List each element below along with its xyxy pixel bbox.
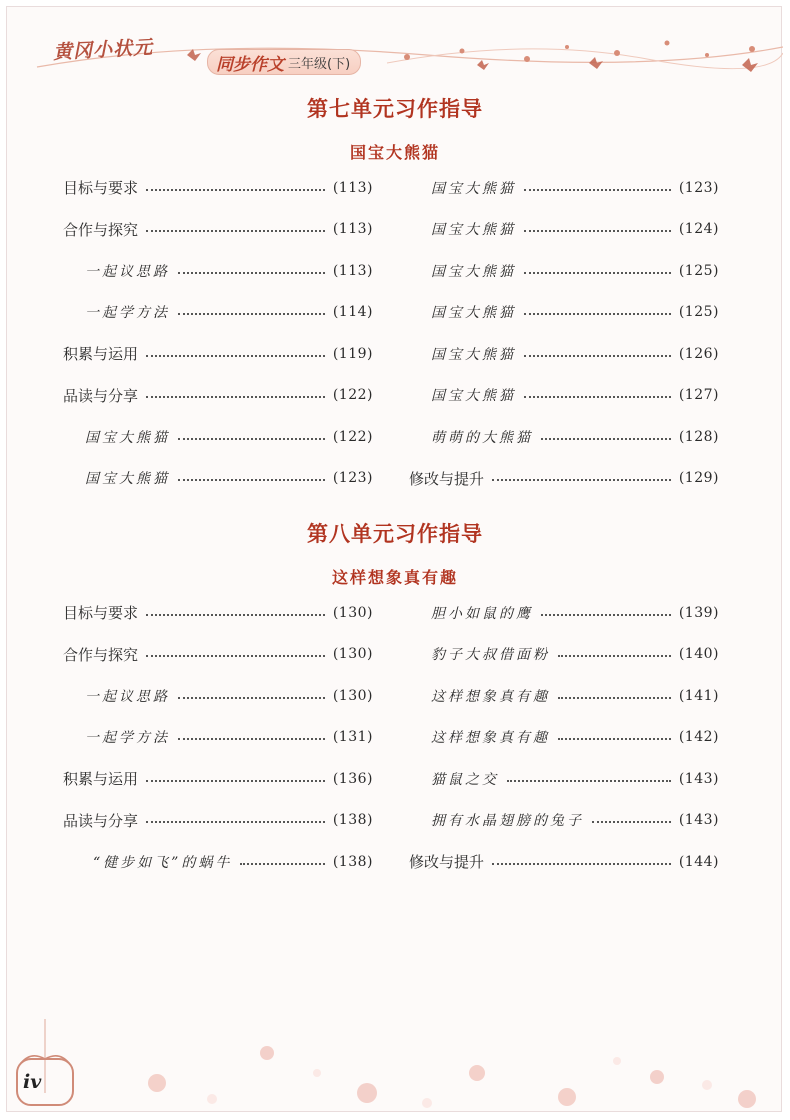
toc-label: 目标与要求 [63, 179, 139, 198]
unit7-title: 第七单元习作指导 [307, 97, 483, 121]
toc-label: 猫鼠之交 [431, 771, 499, 788]
toc-entry[interactable] [409, 634, 719, 676]
toc-page: (130) [332, 646, 373, 663]
toc-page: (124) [678, 221, 719, 238]
toc-entry[interactable] [409, 458, 719, 500]
toc-page: (144) [678, 853, 719, 870]
brand-logo: 黄冈小状元 [52, 36, 154, 64]
toc-page: (128) [678, 428, 719, 445]
toc-page: (123) [678, 179, 719, 196]
toc-entry[interactable] [409, 250, 719, 292]
toc-label: 品读与分享 [63, 811, 139, 830]
toc-label: 积累与运用 [63, 345, 139, 364]
book-title: 同步作文 [216, 54, 284, 75]
page-header [7, 7, 783, 81]
toc-entry[interactable] [409, 292, 719, 334]
unit7-right-column [409, 167, 719, 499]
toc-entry[interactable] [409, 800, 719, 842]
toc-page: (142) [678, 729, 719, 746]
toc-page: (125) [678, 262, 719, 279]
toc-page: (139) [678, 604, 719, 621]
toc-page: (141) [678, 687, 719, 704]
unit7-topic: 国宝大熊猫 [349, 143, 440, 162]
unit8-title: 第八单元习作指导 [307, 522, 483, 546]
unit8-right-column [409, 592, 719, 883]
document-page [6, 6, 782, 1112]
toc-page: (131) [332, 729, 373, 746]
footer-decoration [7, 1013, 783, 1111]
toc-entry[interactable] [409, 758, 719, 800]
toc-page: (143) [678, 770, 719, 787]
toc-label: 国宝大熊猫 [431, 388, 516, 405]
toc-page: (138) [332, 853, 373, 870]
book-title-banner [207, 49, 361, 75]
toc-entry[interactable] [63, 292, 373, 334]
toc-page: (125) [678, 304, 719, 321]
toc-label: 豹子大叔借面粉 [431, 647, 550, 664]
toc-entry[interactable] [409, 841, 719, 883]
toc-label: 国宝大熊猫 [85, 429, 170, 446]
toc-label: 国宝大熊猫 [431, 263, 516, 280]
toc-entry[interactable] [409, 717, 719, 759]
toc-label: 品读与分享 [63, 386, 139, 405]
toc-entry[interactable] [63, 333, 373, 375]
toc-page: (138) [332, 812, 373, 829]
toc-label: 萌萌的大熊猫 [431, 429, 533, 446]
toc-entry[interactable] [63, 375, 373, 417]
toc-label: 国宝大熊猫 [431, 305, 516, 322]
toc-label: 一起学方法 [85, 305, 170, 322]
toc-label: 国宝大熊猫 [431, 180, 516, 197]
toc-page: (140) [678, 646, 719, 663]
toc-entry[interactable] [409, 167, 719, 209]
toc-entry[interactable] [409, 333, 719, 375]
toc-entry[interactable] [63, 841, 373, 883]
toc-page: (129) [678, 470, 719, 487]
toc-entry[interactable] [63, 250, 373, 292]
toc-label: 积累与运用 [63, 770, 139, 789]
toc-page: (130) [332, 604, 373, 621]
toc-entry[interactable] [409, 592, 719, 634]
toc-entry[interactable] [63, 592, 373, 634]
toc-label: 合作与探究 [63, 220, 139, 239]
toc-page: (126) [678, 345, 719, 362]
book-subtitle: 三年级(下) [288, 56, 351, 72]
toc-label: 国宝大熊猫 [431, 222, 516, 239]
toc-label: 国宝大熊猫 [431, 346, 516, 363]
toc-label: 拥有水晶翅膀的兔子 [431, 813, 584, 830]
unit8-left-column [63, 592, 373, 883]
toc-label: 目标与要求 [63, 604, 139, 623]
toc-page: (122) [332, 387, 373, 404]
toc-page: (136) [332, 770, 373, 787]
toc-page: (127) [678, 387, 719, 404]
page-number: iv [23, 1071, 42, 1093]
toc-entry[interactable] [63, 675, 373, 717]
toc-label: 国宝大熊猫 [85, 471, 170, 488]
toc-page: (113) [332, 179, 373, 196]
toc-label: 一起议思路 [85, 688, 170, 705]
toc-entry[interactable] [409, 416, 719, 458]
toc-page: (122) [332, 428, 373, 445]
toc-page: (143) [678, 812, 719, 829]
toc-label: 修改与提升 [409, 469, 485, 488]
toc-page: (123) [332, 470, 373, 487]
unit7-left-column [63, 167, 373, 499]
toc-entry[interactable] [409, 209, 719, 251]
toc-entry[interactable] [63, 167, 373, 209]
toc-entry[interactable] [409, 375, 719, 417]
toc-page: (113) [332, 221, 373, 238]
toc-label: 修改与提升 [409, 853, 485, 872]
toc-page: (130) [332, 687, 373, 704]
unit8-topic: 这样想象真有趣 [331, 568, 458, 587]
toc-label: “健步如飞”的蜗牛 [93, 854, 233, 871]
toc-entry[interactable] [63, 800, 373, 842]
toc-label: 合作与探究 [63, 645, 139, 664]
toc-entry[interactable] [63, 209, 373, 251]
toc-label: 这样想象真有趣 [431, 730, 550, 747]
toc-entry[interactable] [63, 758, 373, 800]
toc-entry[interactable] [63, 458, 373, 500]
toc-page: (119) [332, 345, 373, 362]
toc-page: (113) [332, 262, 373, 279]
toc-label: 胆小如鼠的鹰 [431, 605, 533, 622]
toc-entry[interactable] [63, 634, 373, 676]
toc-page: (114) [332, 304, 373, 321]
toc-label: 一起议思路 [85, 263, 170, 280]
toc-entry[interactable] [409, 675, 719, 717]
toc-label: 这样想象真有趣 [431, 688, 550, 705]
toc-entry[interactable] [63, 717, 373, 759]
toc-entry[interactable] [63, 416, 373, 458]
toc-label: 一起学方法 [85, 730, 170, 747]
